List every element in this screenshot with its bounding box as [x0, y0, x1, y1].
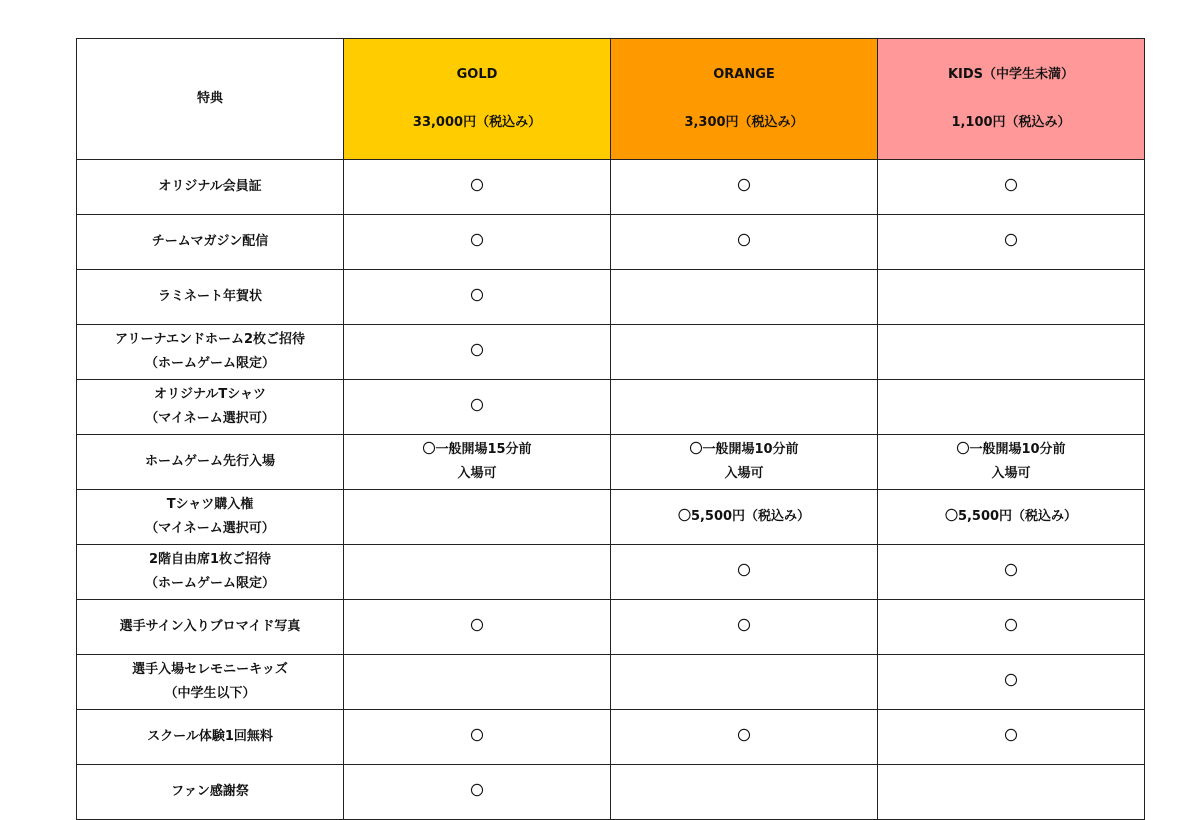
table-row: [77, 270, 1145, 325]
kids-cell: [878, 270, 1145, 325]
header-plan-kids: [878, 39, 1145, 160]
benefit-cell: ファン感謝祭: [77, 765, 344, 820]
table-row: [77, 160, 1145, 215]
kids-cell: 〇: [878, 545, 1145, 600]
benefit-cell: アリーナエンドホーム2枚ご招待 （ホームゲーム限定）: [77, 325, 344, 380]
header-plan-gold: [344, 39, 611, 160]
gold-cell: 〇: [344, 600, 611, 655]
benefit-cell: 選手サイン入りブロマイド写真: [77, 600, 344, 655]
gold-cell: 〇: [344, 710, 611, 765]
benefit-cell: ラミネート年賀状: [77, 270, 344, 325]
orange-cell: 〇: [611, 545, 878, 600]
kids-cell: [878, 765, 1145, 820]
benefit-cell: Tシャツ購入権 （マイネーム選択可）: [77, 490, 344, 545]
plan-gold-price: 33,000円（税込み）: [412, 115, 542, 130]
gold-cell: 〇: [344, 215, 611, 270]
kids-cell: 〇: [878, 160, 1145, 215]
table-row: [77, 490, 1145, 545]
benefit-cell: スクール体験1回無料: [77, 710, 344, 765]
header-benefit-label: 特典: [77, 39, 344, 160]
orange-cell: 〇一般開場10分前 入場可: [611, 435, 878, 490]
table-row: [77, 655, 1145, 710]
orange-cell: [611, 380, 878, 435]
gold-cell: 〇: [344, 160, 611, 215]
orange-cell: [611, 325, 878, 380]
gold-cell: 〇: [344, 270, 611, 325]
orange-cell: [611, 270, 878, 325]
benefit-cell: 選手入場セレモニーキッズ （中学生以下）: [77, 655, 344, 710]
benefit-cell: オリジナル会員証: [77, 160, 344, 215]
plan-orange-price: 3,300円（税込み）: [684, 115, 804, 130]
table-row: [77, 710, 1145, 765]
kids-cell: 〇: [878, 710, 1145, 765]
table-row: [77, 765, 1145, 820]
orange-cell: [611, 765, 878, 820]
kids-cell: 〇: [878, 215, 1145, 270]
kids-cell: 〇一般開場10分前 入場可: [878, 435, 1145, 490]
benefit-cell: オリジナルTシャツ （マイネーム選択可）: [77, 380, 344, 435]
gold-cell: 〇: [344, 765, 611, 820]
kids-cell: [878, 380, 1145, 435]
gold-cell: [344, 655, 611, 710]
orange-cell: 〇5,500円（税込み）: [611, 490, 878, 545]
gold-cell: 〇: [344, 380, 611, 435]
table-row: [77, 215, 1145, 270]
orange-cell: [611, 655, 878, 710]
table-row: [77, 435, 1145, 490]
kids-cell: 〇: [878, 600, 1145, 655]
gold-cell: [344, 490, 611, 545]
plan-orange-name: ORANGE: [713, 67, 775, 82]
gold-cell: [344, 545, 611, 600]
gold-cell: 〇: [344, 325, 611, 380]
benefit-cell: 2階自由席1枚ご招待 （ホームゲーム限定）: [77, 545, 344, 600]
header-plan-orange: [611, 39, 878, 160]
orange-cell: 〇: [611, 160, 878, 215]
gold-cell: 〇一般開場15分前 入場可: [344, 435, 611, 490]
orange-cell: 〇: [611, 600, 878, 655]
table-row: [77, 325, 1145, 380]
plan-kids-price: 1,100円（税込み）: [951, 115, 1071, 130]
orange-cell: 〇: [611, 710, 878, 765]
kids-cell: 〇5,500円（税込み）: [878, 490, 1145, 545]
benefit-cell: ホームゲーム先行入場: [77, 435, 344, 490]
orange-cell: 〇: [611, 215, 878, 270]
table-row: [77, 600, 1145, 655]
kids-cell: 〇: [878, 655, 1145, 710]
plan-gold-name: GOLD: [456, 67, 498, 82]
plan-kids-name: KIDS（中学生未満）: [947, 67, 1075, 82]
benefit-cell: チームマガジン配信: [77, 215, 344, 270]
table-row: [77, 380, 1145, 435]
table-row: [77, 545, 1145, 600]
table-header-row: [77, 39, 1145, 160]
kids-cell: [878, 325, 1145, 380]
membership-benefits-table: [76, 38, 1145, 820]
